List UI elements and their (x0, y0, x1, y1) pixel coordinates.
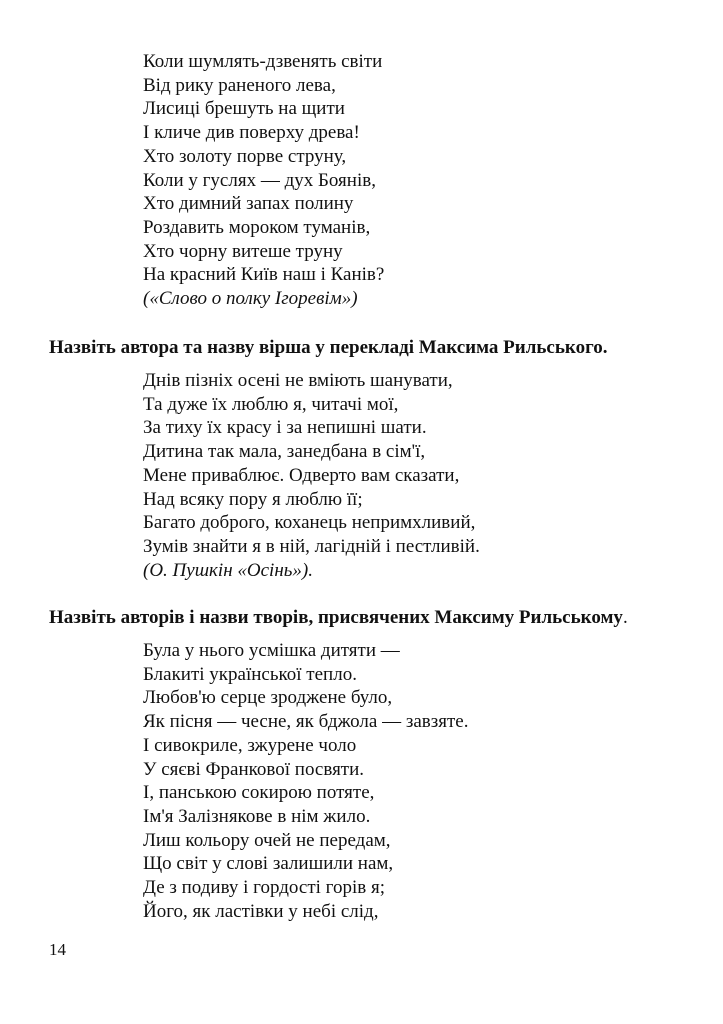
poem-line: Мене приваблює. Одверто вам сказати, (143, 464, 460, 486)
poem-line: Лиш кольору очей не передам, (143, 829, 391, 851)
poem-stanza-1 (143, 50, 384, 311)
poem-line: Від рику раненого лева, (143, 74, 336, 96)
poem-line: Днів пізніх осені не вміють шанувати, (143, 370, 453, 391)
poem-line: Роздавить мороком туманів, (143, 216, 371, 238)
poem-stanza-2 (143, 369, 480, 582)
poem-line: Дитина так мала, занедбана в сім'ї, (143, 441, 426, 463)
poem-line: Блакиті української тепло. (143, 663, 357, 685)
poem-line: На красний Київ наш і Канів? (143, 264, 385, 286)
poem-line: Була у нього усмішка дитяти — (143, 640, 400, 661)
poem-line: Лисиці брешуть на щити (143, 98, 345, 120)
poem-line: Багато доброго, коханець непримхливий, (143, 512, 476, 534)
poem-line: Коли шумлять-дзвенять світи (143, 51, 383, 72)
question-heading-2 (49, 606, 628, 630)
poem-line: У сяєві Франкової посвяти. (143, 758, 365, 780)
poem-line: Що світ у слові залишили нам, (143, 853, 394, 875)
question-trailing: . (622, 607, 628, 628)
poem-line: Хто димний запах полину (143, 193, 354, 215)
poem-line: І кличе див поверху древа! (143, 122, 360, 144)
poem-line: Любов'ю серце зроджене було, (143, 687, 393, 709)
poem-line: Коли у гуслях — дух Боянів, (143, 169, 376, 191)
question-heading-1 (49, 336, 608, 360)
poem-line: Його, як ластівки у небі слід, (143, 900, 379, 922)
poem-line: Як пісня — чесне, як бджола — завзяте. (143, 711, 469, 733)
poem-line: За тиху їх красу і за непишні шати. (143, 417, 427, 439)
poem-line: Хто золоту порве струну, (143, 145, 347, 167)
poem-line: Хто чорну витеше труну (143, 240, 343, 262)
question-text: Назвіть автора та назву вірша у перекладі Максима Рильського. (49, 337, 608, 358)
poem-line: Де з подиву і гордості горів я; (143, 877, 385, 899)
poem-line: Над всяку пору я люблю її; (143, 488, 363, 510)
poem-line: Та дуже їх люблю я, читачі мої, (143, 393, 399, 415)
poem-source: («Слово о полку Ігоревім») (143, 288, 358, 310)
poem-line: Ім'я Залізнякове в нім жило. (143, 805, 371, 827)
poem-stanza-3 (143, 639, 468, 923)
poem-line: І сивокриле, зжурене чоло (143, 734, 357, 756)
poem-line: І, панською сокирою потяте, (143, 782, 375, 804)
poem-line: Зумів знайти я в ній, лагідній і пестливій. (143, 535, 480, 557)
poem-source: (О. Пушкін «Осінь»). (143, 559, 313, 581)
question-text: Назвіть авторів і назви творів, присвячених Максиму Рильському (49, 607, 623, 628)
page-number: 14 (49, 940, 66, 959)
